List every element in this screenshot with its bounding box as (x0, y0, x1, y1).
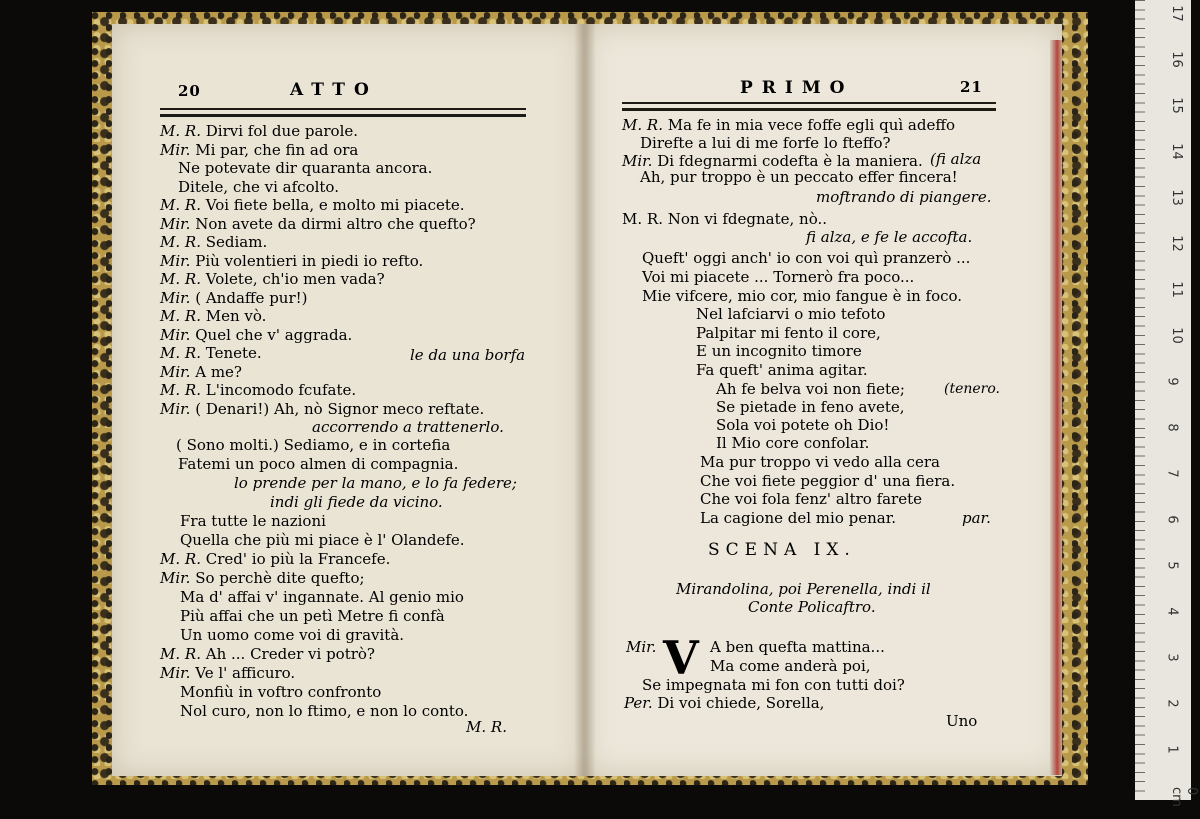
scene-characters-2: Conte Policaftro. (748, 598, 876, 616)
speaker-label: Mir. (160, 664, 191, 682)
right-line-b2: Mie vifcere, mio cor, mio fangue è in foco. (642, 287, 963, 305)
left-stage-direction-3: lo prende per la mano, e lo fa federe; (234, 474, 517, 492)
ruler-label: 8 (1164, 423, 1180, 432)
ruler-label: 3 (1164, 653, 1180, 662)
left-line (180, 607, 445, 625)
left-line-b1: Fatemi un poco almen di compagnia. (178, 455, 459, 473)
left-stage-direction-1: le da una borfa (410, 346, 526, 364)
right-running-head: PRIMO (740, 78, 854, 98)
ruler-label: 4 (1164, 607, 1180, 616)
left-line (160, 233, 267, 251)
aria-line-3: Fa queft' anima agitar. (696, 361, 868, 379)
line-text: Tenete. (205, 344, 262, 362)
speaker-label: M. R. (160, 381, 201, 399)
line-text: So perchè dite quefto; (195, 569, 365, 587)
scene-line-se: Se impegnata mi fon con tutti doi? (642, 676, 905, 694)
left-line (160, 215, 476, 233)
speaker-label: Mir. (160, 399, 191, 418)
left-line (160, 289, 308, 307)
left-stage-direction-4: indi gli fiede da vicino. (270, 493, 443, 511)
ruler-label: 5 (1164, 561, 1180, 570)
speaker-label: M. R. (160, 550, 201, 568)
right-stage-direction-1: (fi alza (930, 150, 982, 168)
aria3-line-2: Che voi fola fenz' altro farete (700, 490, 923, 508)
line-text: Ne potevate dir quaranta ancora. (178, 159, 433, 177)
right-header-rule (622, 102, 996, 111)
left-line-b0: ( Sono molti.) Sediamo, e in cortefia (176, 436, 451, 454)
left-line (160, 122, 358, 140)
left-line (180, 702, 468, 720)
speaker-label: Mir. (160, 214, 191, 233)
measuring-ruler (1135, 0, 1191, 800)
ruler-label: 17 (1168, 5, 1184, 22)
speaker-label: Mir. (160, 140, 191, 159)
right-catchword: Uno (946, 712, 978, 730)
ruler-label: 15 (1168, 97, 1184, 114)
speaker-label: M. R. (160, 344, 201, 362)
line-text: Non vi fdegnate, nò.. (667, 210, 828, 228)
line-text: Di fdegnarmi codefta è la maniera. (657, 152, 923, 170)
speaker-label: M. R. (160, 233, 201, 251)
left-stage-direction-2: accorrendo a trattenerlo. (312, 418, 504, 436)
ruler-label: 0 cm (1169, 787, 1199, 807)
page-edge (1050, 40, 1062, 775)
scene-line-0: A ben quefta mattina... (710, 638, 885, 656)
right-stage-direction-5: par. (962, 509, 991, 527)
line-text: ( Denari!) Ah, nò Signor meco reftate. (195, 399, 485, 418)
line-text: Cred' io più la Francefe. (205, 550, 391, 568)
line-text: Più volentieri in piedi io refto. (195, 251, 424, 270)
line-text: ( Andaffe pur!) (195, 288, 308, 307)
ruler-label: 9 (1164, 377, 1180, 386)
left-line (160, 307, 266, 325)
left-line (160, 569, 365, 587)
right-line (622, 116, 955, 134)
right-stage-direction-3: fi alza, e fe le accofta. (806, 228, 973, 246)
right-stage-direction-4: (tenero. (944, 381, 1000, 397)
ruler-label: 11 (1168, 281, 1184, 298)
line-text: Più affai che un petì Metre fi confà (180, 607, 445, 625)
left-line (160, 381, 356, 399)
ruler-label: 1 (1164, 745, 1180, 754)
speaker-label: M. R. (160, 270, 201, 288)
right-page-number: 21 (960, 78, 983, 96)
speaker-label: M. R. (160, 307, 201, 325)
left-catchword: M. R. (466, 718, 507, 736)
line-text: Nol curo, non lo ftimo, e non lo conto. (180, 702, 469, 720)
right-line-ah: Ah, pur troppo è un peccato effer fincera! (640, 168, 958, 186)
line-text: Quel che v' aggrada. (195, 325, 353, 344)
left-line (160, 270, 385, 288)
speaker-label: Mir. (160, 251, 191, 270)
right-line-mr (622, 210, 827, 228)
right-line-b0: Queft' oggi anch' io con voi quì pranzerò ... (642, 249, 971, 267)
ruler-label: 12 (1168, 235, 1184, 252)
left-line (180, 588, 464, 606)
left-line (160, 550, 390, 568)
line-text: Direfte a lui di me forfe lo fteffo? (640, 134, 891, 152)
ruler-label: 14 (1168, 143, 1184, 160)
right-line-b1: Voi mi piacete ... Tornerò fra poco... (642, 268, 915, 286)
left-line (160, 664, 295, 682)
speaker-per: Per. (624, 694, 653, 712)
speaker-mir: Mir. (626, 638, 657, 656)
line-text: Dirvi fol due parole. (205, 122, 359, 140)
speaker-label: M. R. (160, 196, 201, 214)
line-text: Ma d' affai v' ingannate. Al genio mio (180, 588, 464, 606)
left-header-rule (160, 108, 526, 117)
scene-title: SCENA IX. (708, 540, 856, 560)
drop-cap: V (663, 631, 699, 685)
ruler-label: 10 (1168, 327, 1184, 344)
aria3-line-1: Che voi fiete peggior d' una fiera. (700, 472, 956, 490)
aria2-line-0: Ah fe belva voi non fiete; (716, 380, 905, 398)
aria-line-2: E un incognito timore (696, 342, 862, 360)
left-line (160, 400, 484, 418)
left-line (180, 683, 381, 701)
left-line (160, 645, 375, 663)
speaker-label: M. R. (622, 116, 663, 134)
per-text: Di voi chiede, Sorella, (657, 694, 825, 712)
speaker-label: Mir. (160, 325, 191, 344)
line-text: Ma fe in mia vece foffe egli quì adeffo (667, 116, 956, 134)
speaker-label: Mir. (160, 569, 191, 587)
scene-line-1: Ma come anderà poi, (710, 657, 871, 675)
left-line (160, 326, 352, 344)
line-text: Volete, ch'io men vada? (205, 270, 385, 288)
per-line (624, 694, 824, 712)
ruler-label: 6 (1164, 515, 1180, 524)
line-text: Quella che più mi piace è l' Olandefe. (180, 531, 465, 549)
line-text: Men vò. (205, 307, 267, 325)
right-line (640, 134, 891, 152)
speaker-label: Mir. (160, 288, 191, 307)
line-text: Ah ... Creder vi potrò? (205, 645, 375, 663)
left-running-head: ATTO (290, 80, 378, 100)
line-text: Ve l' afficuro. (195, 664, 296, 682)
speaker-label: Mir. (160, 362, 191, 381)
speaker-label: Mir. (622, 152, 653, 170)
ruler-label: 13 (1168, 189, 1184, 206)
speaker-label: M. R. (622, 210, 663, 228)
aria3-line-3: La cagione del mio penar. (700, 509, 896, 527)
left-line (180, 531, 465, 549)
line-text: A me? (195, 362, 242, 381)
ruler-label: 7 (1164, 469, 1180, 478)
right-stage-direction-2: moftrando di piangere. (816, 188, 992, 206)
aria3-line-0: Ma pur troppo vi vedo alla cera (700, 453, 940, 471)
line-text: Un uomo come voi di gravità. (180, 626, 405, 644)
line-text: L'incomodo fcufate. (205, 381, 357, 399)
ruler-label: 2 (1164, 699, 1180, 708)
aria-line-0: Nel lafciarvi o mio tefoto (696, 305, 886, 323)
book-gutter (574, 24, 596, 776)
left-line (160, 363, 242, 381)
left-line (160, 252, 423, 270)
line-text: Ditele, che vi afcolto. (178, 177, 339, 196)
aria-line-1: Palpitar mi fento il core, (696, 324, 881, 342)
left-line (180, 626, 404, 644)
speaker-label: M. R. (160, 122, 201, 140)
line-text: Monfiù in voftro confronto (180, 683, 382, 701)
left-line (178, 178, 339, 196)
aria2-line-1: Se pietade in feno avete, (716, 398, 905, 416)
left-line (160, 196, 465, 214)
left-line (180, 512, 326, 530)
left-line (160, 344, 262, 362)
left-line (178, 159, 432, 177)
line-text: Fra tutte le nazioni (180, 512, 326, 530)
line-text: Sediam. (205, 233, 268, 251)
line-text: Mi par, che fin ad ora (195, 140, 359, 159)
ruler-label: 16 (1168, 51, 1184, 68)
left-line (160, 141, 358, 159)
line-text: Voi fiete bella, e molto mi piacete. (205, 196, 465, 214)
aria2-line-2: Sola voi potete oh Dio! (716, 416, 890, 434)
left-page-number: 20 (178, 82, 201, 100)
aria2-line-3: Il Mio core confolar. (716, 434, 870, 452)
line-text: Non avete da dirmi altro che quefto? (195, 214, 476, 233)
speaker-label: M. R. (160, 645, 201, 663)
scene-characters-1: Mirandolina, poi Perenella, indi il (676, 580, 931, 598)
